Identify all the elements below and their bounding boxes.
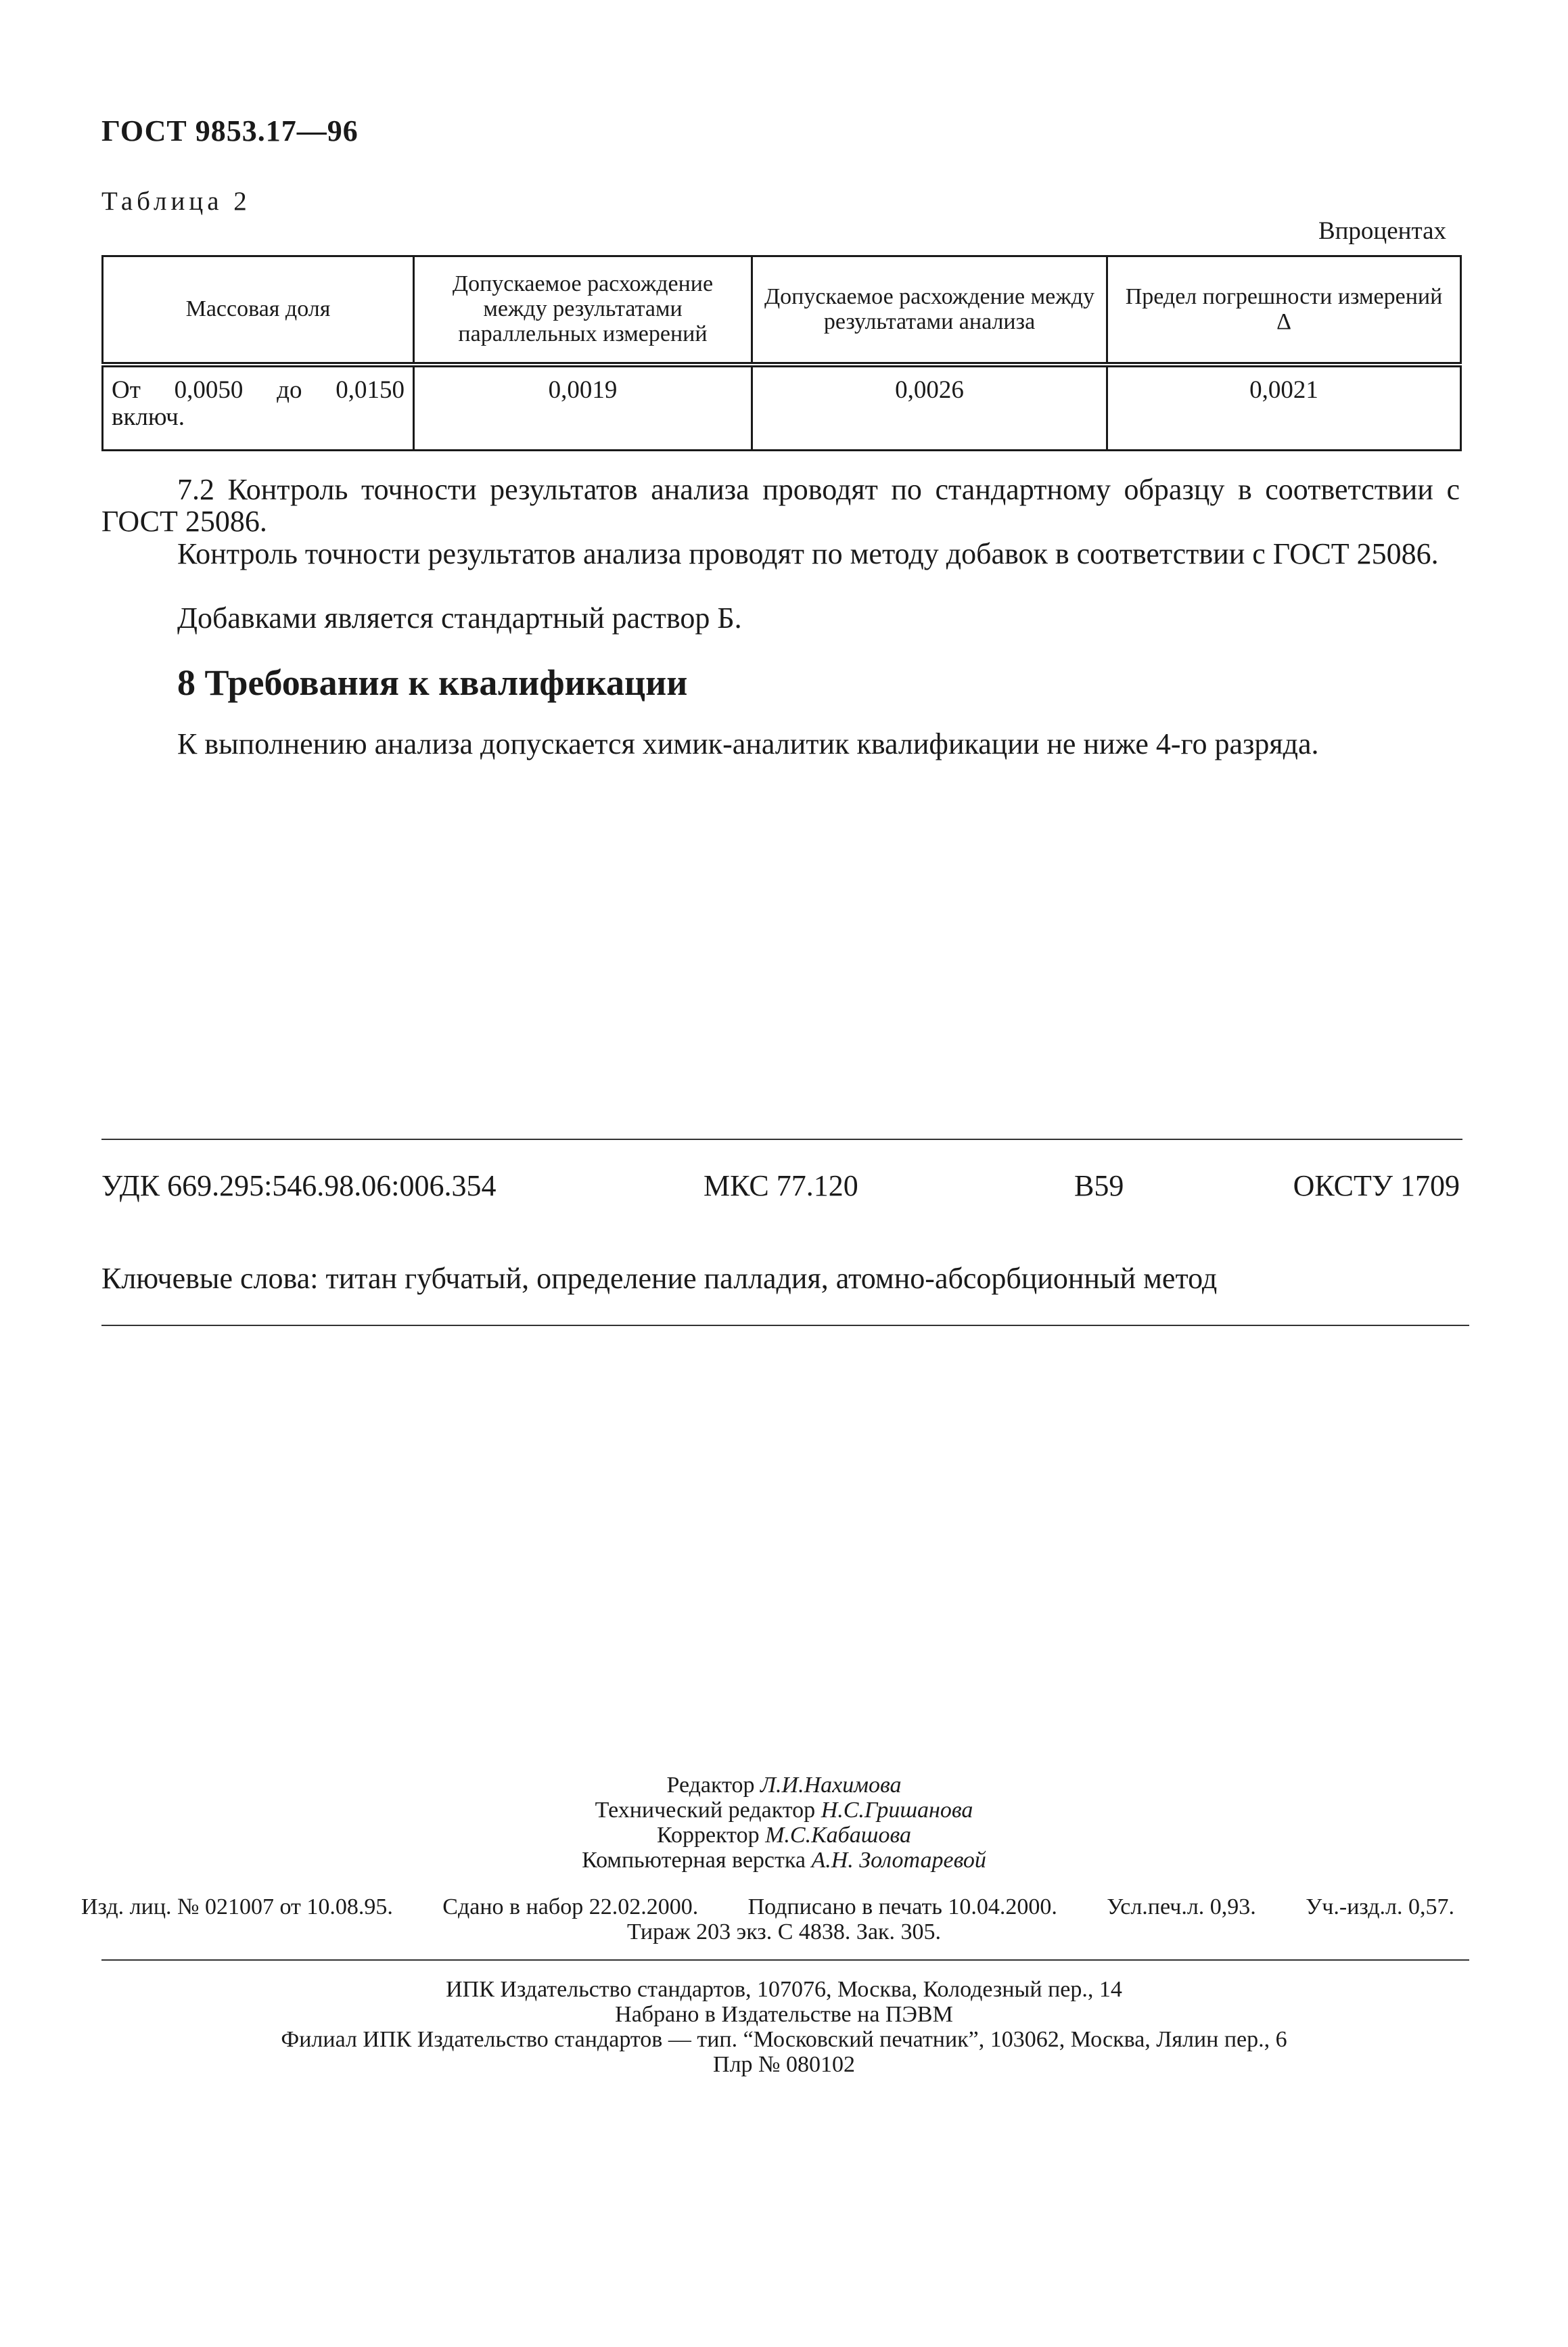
publication-details — [0, 1894, 1568, 1944]
branch-address: Филиал ИПК Издательство стандартов — тип. “Московский печатник”, 103062, Москва, Лялин пер., 6 — [281, 2027, 1287, 2052]
divider-keywords — [101, 1325, 1469, 1326]
column-header-error-limit: Предел погрешности измерений Δ — [1107, 256, 1461, 365]
cell-parallel-discrepancy: 0,0019 — [414, 365, 752, 451]
document-code: ГОСТ 9853.17—96 — [101, 114, 359, 147]
signed-date: Подписано в печать 10.04.2000. — [747, 1894, 1057, 1919]
column-header-mass-fraction: Массовая доля — [103, 256, 414, 365]
table-units-note: Впроцентах — [1318, 217, 1446, 245]
column-header-parallel-discrepancy: Допускаемое расхождение между результатами параллельных измерений — [414, 256, 752, 365]
category-code: В59 — [1074, 1169, 1124, 1202]
section-8-text: К выполнению анализа допускается химик-аналитик квалификации не ниже 4-го разряда. — [177, 727, 1319, 760]
tech-editor-label: Технический редактор — [595, 1798, 816, 1823]
layout-label: Компьютерная верстка — [582, 1848, 806, 1873]
paragraph-additives: Добавками является стандартный раствор Б. — [177, 601, 742, 635]
proofreader-line — [0, 1823, 1568, 1848]
divider-top — [101, 1139, 1462, 1140]
table-header-row — [103, 256, 1461, 365]
typed-note: Набрано в Издательстве на ПЭВМ — [615, 2002, 953, 2027]
okstu-code: ОКСТУ 1709 — [1293, 1169, 1460, 1202]
publication-line — [0, 1894, 1454, 1919]
typeset-date: Сдано в набор 22.02.2000. — [442, 1894, 699, 1919]
table-caption: Таблица 2 — [101, 187, 251, 216]
mass-fraction-inclusive: включ. — [112, 403, 185, 431]
editor-name: Л.И.Нахимова — [760, 1773, 902, 1798]
circulation-info: Тираж 203 экз. С 4838. Зак. 305. — [626, 1919, 942, 1944]
paragraph-7-2: 7.2 Контроль точности результатов анализа проводят по стандартному образцу в соответствии с ГОСТ 25086. — [101, 473, 1460, 538]
proofreader-name: М.С.Кабашова — [765, 1823, 911, 1848]
plr-number: Плр № 080102 — [713, 2052, 855, 2077]
license-info: Изд. лиц. № 021007 от 10.08.95. — [81, 1894, 393, 1919]
layout-name: А.Н. Золотаревой — [811, 1848, 986, 1873]
cell-analysis-discrepancy: 0,0026 — [752, 365, 1107, 451]
editor-label: Редактор — [666, 1773, 755, 1798]
publisher-address: ИПК Издательство стандартов, 107076, Москва, Колодезный пер., 14 — [446, 1977, 1122, 2002]
cell-mass-fraction — [103, 365, 414, 451]
tolerance-table — [101, 255, 1462, 451]
keywords: Ключевые слова: титан губчатый, определение палладия, атомно-абсорбционный метод — [101, 1262, 1218, 1295]
press-info — [0, 1977, 1568, 2077]
column-header-analysis-discrepancy: Допускаемое расхождение между результатами анализа — [752, 256, 1107, 365]
table-row — [103, 365, 1461, 451]
tech-editor-line — [0, 1798, 1568, 1823]
udc-code: УДК 669.295:546.98.06:006.354 — [101, 1169, 497, 1202]
tech-editor-name: Н.С.Гришанова — [821, 1798, 973, 1823]
mass-fraction-range: От 0,0050 до 0,0150 — [112, 376, 405, 404]
editor-line — [0, 1773, 1568, 1798]
cell-error-limit: 0,0021 — [1107, 365, 1461, 451]
section-8-heading: 8 Требования к квалификации — [177, 662, 688, 703]
print-sheets: Усл.печ.л. 0,93. — [1107, 1894, 1256, 1919]
publisher-sheets: Уч.-изд.л. 0,57. — [1306, 1894, 1454, 1919]
paragraph-control-additives: Контроль точности результатов анализа проводят по методу добавок в соответствии с ГОСТ 25086. — [177, 537, 1439, 570]
layout-line — [0, 1848, 1568, 1873]
editorial-staff — [0, 1773, 1568, 1873]
proofreader-label: Корректор — [657, 1823, 760, 1848]
divider-press — [101, 1959, 1469, 1961]
mks-code: МКС 77.120 — [704, 1169, 858, 1202]
